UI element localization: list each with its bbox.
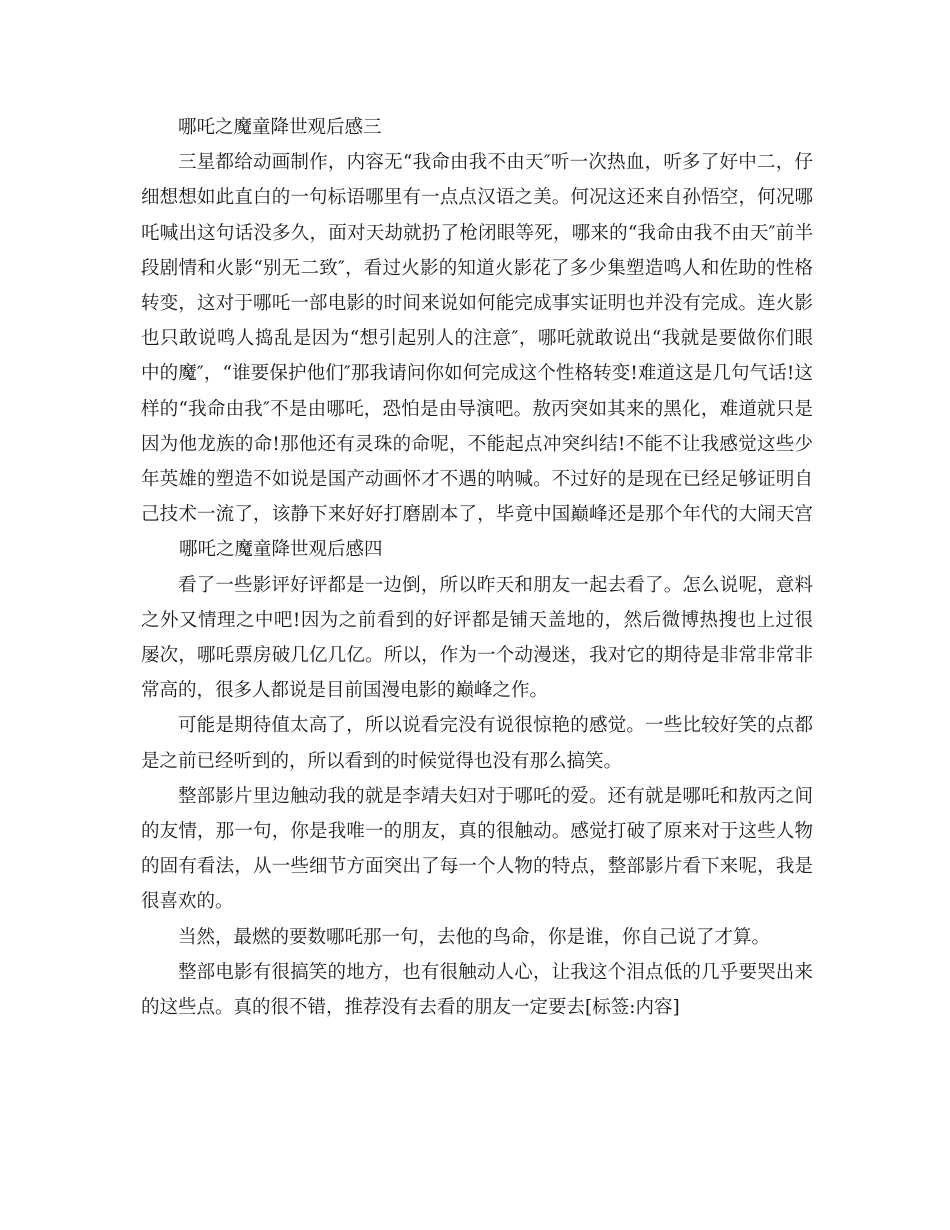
paragraph-6: 整部电影有很搞笑的地方，也有很触动人心，让我这个泪点低的几乎要哭出来的这些点。真的很不错，推荐没有去看的朋友一定要去[标签:内容]	[141, 961, 813, 1019]
paragraph-5: 当然，最燃的要数哪吒那一句，去他的鸟命，你是谁，你自己说了才算。	[178, 926, 771, 948]
section-title-4: 哪吒之魔童降世观后感四	[179, 539, 383, 561]
paragraph-3: 可能是期待值太高了，所以说看完没有说很惊艳的感觉。一些比较好笑的点都是之前已经听到的，所以看到的时候觉得也没有那么搞笑。	[141, 715, 813, 772]
paragraph-1-text: 三星都给动画制作，内容无“我命由我不由天″听一次热血，听多了好中二，仔细想想如此直白的一句标语哪里有一点点汉语之美。何况这还来自孙悟空，何况哪吒喊出这句话没多久，面对天劫就扔了枪闭眼等死，哪来的“我命由我不由天″前半段剧情和火影“别无二致″，看过火影的知道火影花了多少集塑造鸣人和佐助的性格转变，这对于哪吒一部电影的时间来说如何能完成事实证明也并没有完成。连火影也只敢说鸣人捣乱是因为“想引起别人的注意″，哪吒就敢说出“我就是要做你们眼中的魔″，“谁要保护他们″那我请问你如何完成这个性格转变!难道这是几句气话!这样的“我命由我″不是由哪吒，恐怕是由导演吧。敖丙突如其来的黑化，难道就只是因为他龙族的命!那他还有灵珠的命呢，不能起点冲突纠结!不能不让我感觉这些少年英雄的塑造不如说是国产动画怀才不遇的呐喊。不过好的是现在已经足够证明自己技术一流了，该静下来好好打磨剧本了，毕竟中国巅峰还是那个年代的大闹天宫	[141, 152, 813, 526]
section-title-3: 哪吒之魔童降世观后感三	[178, 117, 382, 138]
paragraph-4: 整部影片里边触动我的就是李靖夫妇对于哪吒的爱。还有就是哪吒和敖丙之间的友情，那一句，你是我唯一的朋友，真的很触动。感觉打破了原来对于这些人物的固有看法，从一些细节方面突出了每一个人物的特点，整部影片看下来呢，我是很喜欢的。	[141, 785, 813, 913]
paragraph-2: 看了一些影评好评都是一边倒，所以昨天和朋友一起去看了。怎么说呢，意料之外又情理之中吧!因为之前看到的好评都是铺天盖地的，然后微博热搜也上过很屡次，哪吒票房破几亿几亿。所以，作为一个动漫迷，我对它的期待是非常非常非常高的，很多人都说是目前国漫电影的巅峰之作。	[141, 574, 813, 702]
paragraph-1	[141, 145, 813, 567]
document-body	[141, 110, 813, 1025]
